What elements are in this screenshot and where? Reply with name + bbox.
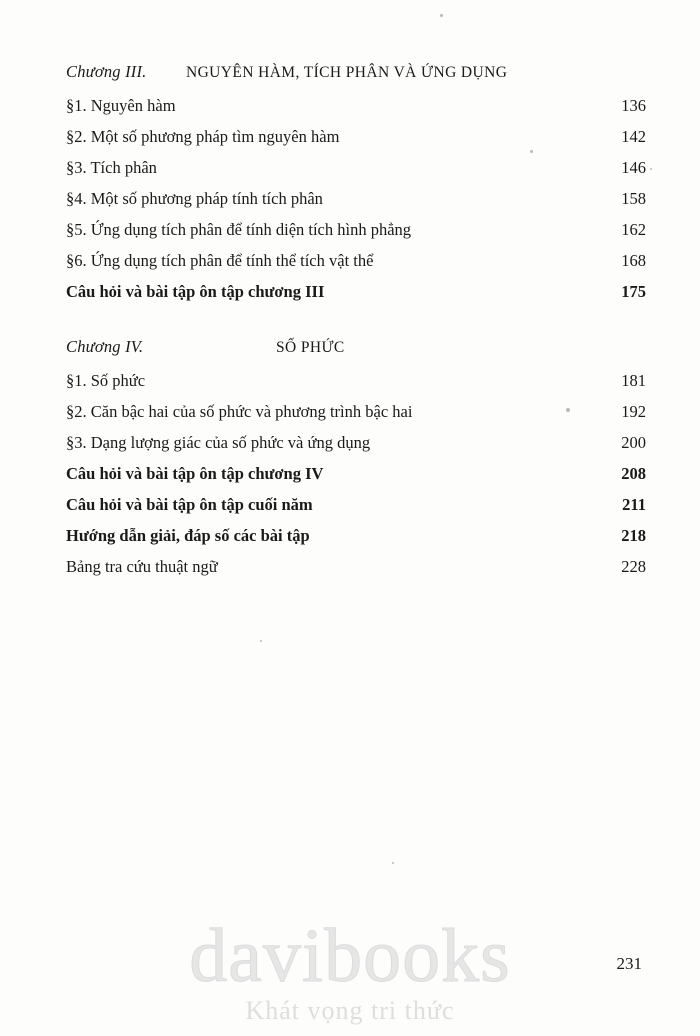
chapter-title: SỐ PHỨC xyxy=(276,339,345,356)
paper-speck xyxy=(440,14,443,17)
chapter-section-list xyxy=(66,96,646,302)
toc-entry-page: 158 xyxy=(621,189,646,208)
toc-entry-page: 136 xyxy=(621,96,646,115)
table-of-contents xyxy=(66,62,646,588)
toc-entry[interactable] xyxy=(66,251,646,271)
toc-entry[interactable] xyxy=(66,495,646,515)
chapter-label: Chương IV. xyxy=(66,337,144,356)
watermark-brand: davibooks xyxy=(189,914,511,998)
toc-entry-page: 200 xyxy=(621,433,646,452)
toc-entry-page: 208 xyxy=(621,464,646,483)
chapter-heading xyxy=(66,337,646,357)
toc-entry[interactable] xyxy=(66,189,646,209)
toc-entry[interactable] xyxy=(66,464,646,484)
toc-entry-label: Câu hỏi và bài tập ôn tập chương IV xyxy=(66,464,324,483)
toc-entry-label: §2. Một số phương pháp tìm nguyên hàm xyxy=(66,127,340,146)
chapter-heading xyxy=(66,62,646,82)
toc-entry-label: Câu hỏi và bài tập ôn tập chương III xyxy=(66,282,325,301)
paper-speck xyxy=(392,862,394,864)
toc-entry[interactable] xyxy=(66,282,646,302)
toc-entry-page: 168 xyxy=(621,251,646,270)
toc-entry-page: 142 xyxy=(621,127,646,146)
watermark xyxy=(0,914,700,1026)
toc-entry[interactable] xyxy=(66,526,646,546)
chapter-label: Chương III. xyxy=(66,62,147,81)
chapter-title: NGUYÊN HÀM, TÍCH PHÂN VÀ ỨNG DỤNG xyxy=(186,64,508,81)
toc-entry-label: §3. Tích phân xyxy=(66,158,157,177)
toc-entry-page: 162 xyxy=(621,220,646,239)
toc-entry-page: 211 xyxy=(622,495,646,514)
toc-entry-label: Bảng tra cứu thuật ngữ xyxy=(66,557,218,576)
toc-entry[interactable] xyxy=(66,402,646,422)
toc-entry[interactable] xyxy=(66,433,646,453)
toc-entry-label: §3. Dạng lượng giác của số phức và ứng dụng xyxy=(66,433,371,452)
toc-entry-page: 175 xyxy=(621,282,646,301)
toc-entry-label: §5. Ứng dụng tích phân để tính diện tích hình phẳng xyxy=(66,220,412,239)
toc-chapter-group xyxy=(66,62,646,302)
toc-entry[interactable] xyxy=(66,127,646,147)
toc-entry-label: §6. Ứng dụng tích phân để tính thể tích vật thể xyxy=(66,251,374,270)
toc-entry-page: 218 xyxy=(621,526,646,545)
toc-entry[interactable] xyxy=(66,557,646,577)
toc-chapter-group xyxy=(66,337,646,577)
toc-entry[interactable] xyxy=(66,96,646,116)
toc-entry-page: 192 xyxy=(621,402,646,421)
toc-entry-label: Câu hỏi và bài tập ôn tập cuối năm xyxy=(66,495,313,514)
toc-entry[interactable] xyxy=(66,371,646,391)
chapter-section-list xyxy=(66,371,646,577)
toc-entry-label: §2. Căn bậc hai của số phức và phương trình bậc hai xyxy=(66,402,413,421)
toc-entry-page: 181 xyxy=(621,371,646,390)
page-number: 231 xyxy=(616,954,642,973)
toc-entry-page: 228 xyxy=(621,557,646,576)
toc-entry[interactable] xyxy=(66,220,646,240)
toc-entry-label: §1. Nguyên hàm xyxy=(66,96,176,115)
chapter-spacer xyxy=(66,313,646,337)
paper-speck xyxy=(260,640,262,642)
toc-entry-page: 146 xyxy=(621,158,646,177)
toc-entry-label: §4. Một số phương pháp tính tích phân xyxy=(66,189,323,208)
toc-entry[interactable] xyxy=(66,158,646,178)
toc-entry-label: Hướng dẫn giải, đáp số các bài tập xyxy=(66,526,310,545)
toc-entry-label: §1. Số phức xyxy=(66,371,146,390)
watermark-tagline: Khát vọng tri thức xyxy=(245,996,455,1025)
paper-speck xyxy=(650,168,652,170)
